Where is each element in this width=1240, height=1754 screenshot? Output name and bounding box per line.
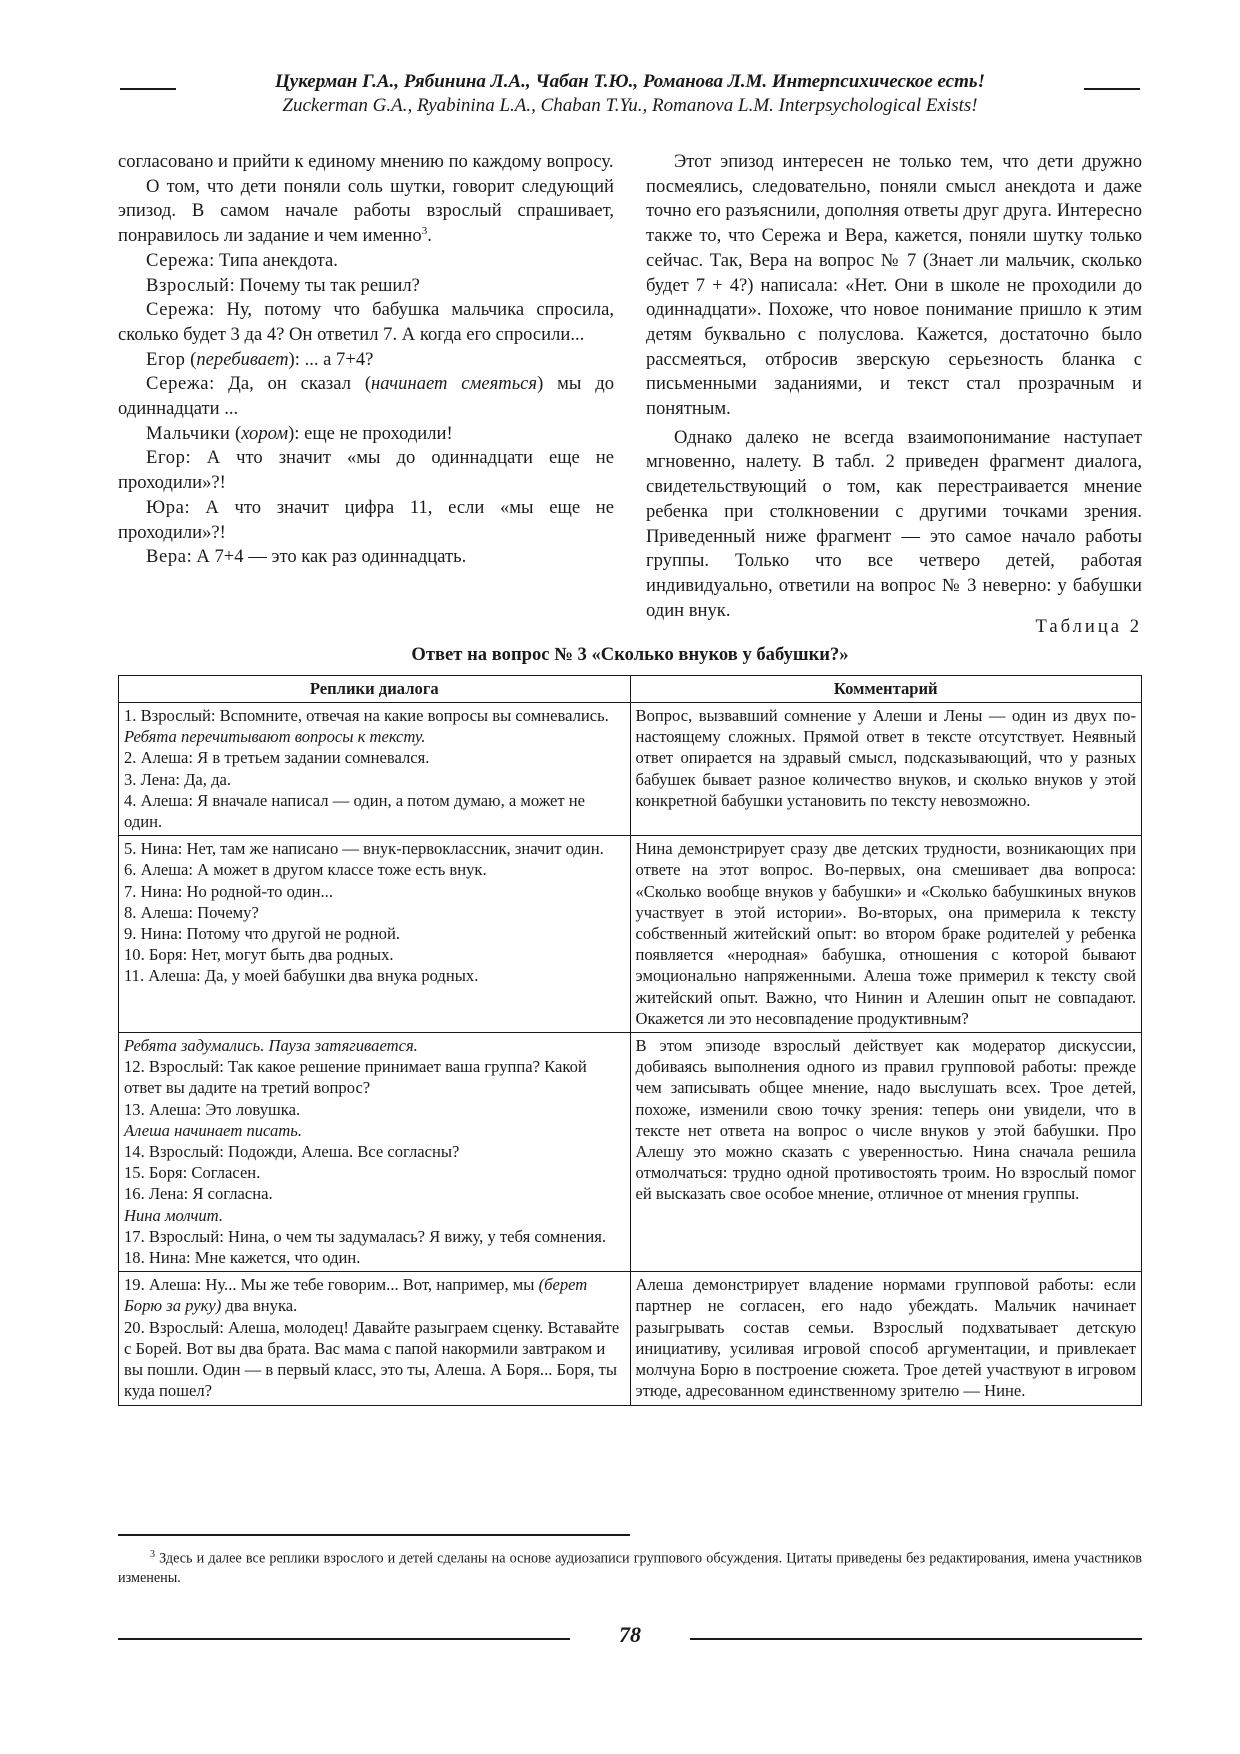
table-body — [119, 703, 1142, 1406]
dialog-replica: 19. Алеша: Ну... Мы же тебе говорим... Вот, например, мы (берет Борю за руку) два внука. — [124, 1275, 588, 1316]
dialog-replica: 9. Нина: Потому что другой не родной. — [124, 924, 400, 944]
table-caption: Таблица 2 — [1035, 616, 1142, 637]
dialog-replica: 8. Алеша: Почему? — [124, 902, 259, 922]
paragraph: Этот эпизод интересен не только тем, что дети дружно посмеялись, следовательно, поняли смысл анекдота и даже точно его разъяснили, дополняя ответы друг друга. Интересно также то, что Сережа и Вера, кажется, поняли шутку только сейчас. Так, Вера на вопрос № 7 (Знает ли мальчик, сколько будет 7 + 4?) написала: «Нет. Они в школе не проходили до одиннадцати». Похоже, что новое понимание пришло к этим детям буквально с полуслова. Кажется, достаточно было рассмеяться, отбросив зверскую серьезность бланка с письменными заданиями, и текст стал прозрачным и понятным. — [646, 151, 1142, 420]
table-row — [119, 703, 1142, 836]
dialog-replica: 11. Алеша: Да, у моей бабушки два внука родных. — [124, 966, 479, 986]
page-number: 78 — [619, 1622, 641, 1647]
stage-direction: Нина молчит. — [124, 1205, 223, 1225]
dialog-line: Сережа: Типа анекдота. — [146, 249, 338, 271]
paragraph: О том, что дети поняли соль шутки, говорит следующий эпизод. В самом начале работы взрослый спрашивает, понравилось ли задание и чем именно$^3$. — [118, 175, 614, 247]
stage-direction: Ребята задумались. Пауза затягивается. — [124, 1036, 418, 1056]
dialog-replica: 13. Алеша: Это ловушка. — [124, 1099, 301, 1119]
dialog-replica: 3. Лена: Да, да. — [124, 769, 232, 789]
left-column — [118, 150, 614, 570]
dialog-replica: 16. Лена: Я согласна. — [124, 1184, 273, 1204]
footer-rule-right — [690, 1638, 1142, 1640]
footnote: $^3$ Здесь и далее все реплики взрослого и детей сделаны на основе аудиозаписи группового обсуждения. Цитаты приведены без редактирования, имена участников изменены. — [118, 1549, 1142, 1586]
table-row — [119, 1033, 1142, 1272]
dialog-replica: 7. Нина: Но родной-то один... — [124, 881, 333, 901]
header-rule-right — [1084, 88, 1140, 90]
dialog-replica: 2. Алеша: Я в третьем задании сомневался. — [124, 748, 430, 768]
dialog-replica: 10. Боря: Нет, могут быть два родных. — [124, 945, 394, 965]
dialog-cell — [119, 1272, 631, 1405]
column-header-dialog: Реплики диалога — [119, 676, 631, 703]
dialog-replica: 17. Взрослый: Нина, о чем ты задумалась? Я вижу, у тебя сомнения. — [124, 1226, 606, 1246]
dialog-replica: 1. Взрослый: Вспомните, отвечая на какие вопросы вы сомневались. — [124, 706, 609, 725]
header-authors-en: Zuckerman G.A., Ryabinina L.A., Chaban T.Yu., Romanova L.M. Interpsychological Exists! — [282, 95, 978, 116]
dialog-line: Взрослый: Почему ты так решил? — [146, 274, 420, 296]
right-column — [646, 150, 1142, 623]
dialog-replica: 20. Взрослый: Алеша, молодец! Давайте разыграем сценку. Вставайте с Борей. Вот вы два брата. Вас мама с папой накормили завтраком и вы пошли. Один — в первый класс, это ты, Алеша. А Боря... Боря, ты куда пошел? — [124, 1317, 620, 1401]
dialog-replica: 18. Нина: Мне кажется, что один. — [124, 1248, 361, 1268]
dialog-line: Юра: А что значит цифра 11, если «мы еще не проходили»?! — [118, 496, 614, 543]
table-header-row — [119, 676, 1142, 703]
dialog-replica: 12. Взрослый: Так какое решение принимает ваша группа? Какой ответ вы дадите на третий вопрос? — [124, 1057, 587, 1098]
header-rule-left — [120, 88, 176, 90]
dialog-cell — [119, 836, 631, 1033]
dialog-replica: 14. Взрослый: Подожди, Алеша. Все согласны? — [124, 1142, 460, 1162]
paragraph: согласовано и прийти к единому мнению по каждому вопросу. — [118, 151, 614, 172]
stage-direction: Ребята перечитывают вопросы к тексту. — [124, 727, 426, 747]
dialog-table — [118, 675, 1142, 1406]
dialog-cell — [119, 703, 631, 836]
dialog-replica: 4. Алеша: Я вначале написал — один, а потом думаю, а может не один. — [124, 790, 586, 832]
column-header-comment: Комментарий — [630, 676, 1142, 703]
dialog-cell — [119, 1033, 631, 1272]
table-row — [119, 1272, 1142, 1405]
page-footer — [118, 1622, 1142, 1652]
dialog-line: Егор (перебивает): ... а 7+4? — [146, 348, 374, 370]
dialog-replica: 6. Алеша: А может в другом классе тоже есть внук. — [124, 860, 487, 880]
dialog-line: Вера: А 7+4 — это как раз одиннадцать. — [146, 546, 467, 568]
dialog-line: Сережа: Ну, потому что бабушка мальчика спросила, сколько будет 3 да 4? Он ответил 7. А когда его спросили... — [118, 299, 614, 345]
table-row — [119, 836, 1142, 1033]
comment-cell: В этом эпизоде взрослый действует как модератор дискуссии, добиваясь выполнения одного из правил групповой работы: прежде чем записывать общее мнение, надо выслушать всех. Трое детей, похоже, изменили свою точку зрения: теперь они увидели, что в тексте нет ответа на вопрос о числе внуков у этой бабушки. Про Алешу это можно сказать с уверенностью. Нина сначала решила отмолчаться: трудно одной противостоять троим. Но взрослый помог ей высказать свое особое мнение, отличное от мнения группы. — [630, 1033, 1142, 1272]
dialog-line: Сережа: Да, он сказал (начинает смеяться) мы до одиннадцати ... — [118, 373, 614, 420]
dialog-line: Егор: А что значит «мы до одиннадцати еще не проходили»?! — [118, 447, 614, 494]
footnote-rule — [118, 1534, 630, 1536]
paragraph: Однако далеко не всегда взаимопонимание наступает мгновенно, налету. В табл. 2 приведен фрагмент диалога, свидетельствующий о том, как перестраивается мнение ребенка при столкновении с другими точками зрения. Приведенный ниже фрагмент — это самое начало работы группы. Только что все четверо детей, работая индивидуально, ответили на вопрос № 3 неверно: у бабушки один внук. — [646, 426, 1142, 621]
dialog-line: Мальчики (хором): еще не проходили! — [146, 422, 453, 444]
footnote-ref: 3 — [421, 224, 428, 237]
comment-cell: Вопрос, вызвавший сомнение у Алеши и Лены — один из двух по-настоящему сложных. Прямой ответ в тексте отсутствует. Неявный ответ опирается на здравый смысл, подсказывающий, что у разных бабушек бывает разное количество внуков, и сколько внуков у этой конкретной бабушки установить по тексту невозможно. — [630, 703, 1142, 836]
header-text — [186, 70, 1074, 118]
comment-cell: Алеша демонстрирует владение нормами групповой работы: если партнер не согласен, его надо убеждать. Мальчик начинает разыгрывать состав семьи. Взрослый подхватывает детскую инициативу, усиливая игровой способ аргументации, и привлекает молчуна Борю в построение сюжета. Трое детей участвуют в игровом этюде, адресованном единственному зрителю — Нине. — [630, 1272, 1142, 1405]
footnote-mark: 3 — [150, 1549, 155, 1560]
running-header — [120, 70, 1140, 120]
stage-direction: Алеша начинает писать. — [124, 1120, 302, 1140]
comment-cell: Нина демонстрирует сразу две детских трудности, возникающих при ответе на этот вопрос. Во-первых, она смешивает два вопроса: «Сколько вообще внуков у бабушки» и «Сколько бабушкиных внуков участвует в этой истории». Во-вторых, она примерила к тексту собственный житейский опыт: во втором браке родителей у ребенка появляется «неродная» бабушка, отношения с которой бывают эмоционально напряженными. Алеша тоже примерил к тексту свой житейский опыт. Важно, что Нинин и Алешин опыт не совпадают. Окажется ли это несовпадение продуктивным? — [630, 836, 1142, 1033]
table-title: Ответ на вопрос № 3 «Сколько внуков у бабушки?» — [411, 644, 849, 665]
dialog-replica: 15. Боря: Согласен. — [124, 1163, 261, 1183]
dialog-replica: 5. Нина: Нет, там же написано — внук-первоклассник, значит один. — [124, 839, 604, 859]
header-authors-ru: Цукерман Г.А., Рябинина Л.А., Чабан Т.Ю., Романова Л.М. Интерпсихическое есть! — [275, 71, 985, 92]
